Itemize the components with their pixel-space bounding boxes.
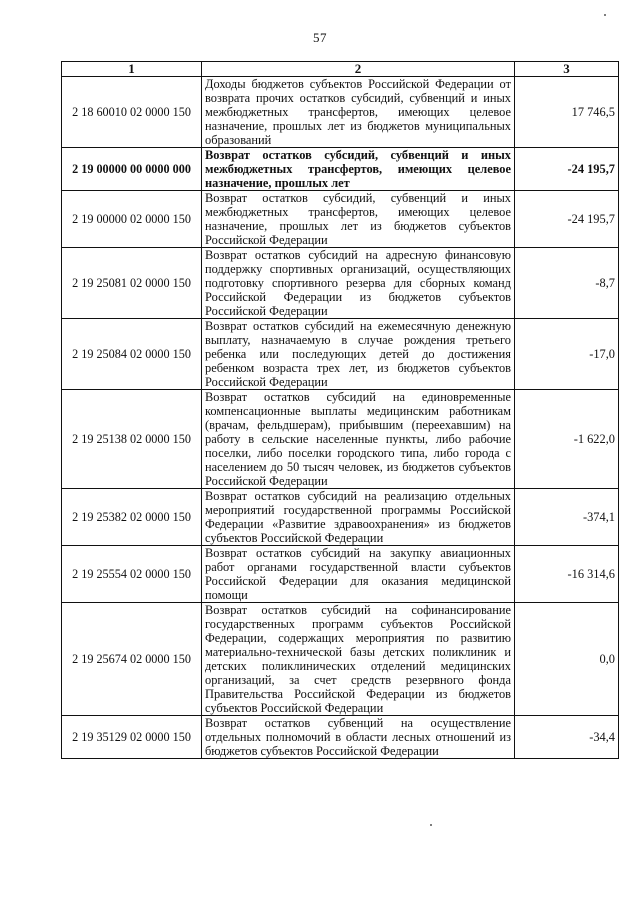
table-row bbox=[62, 77, 619, 148]
row-code: 2 18 60010 02 0000 150 bbox=[62, 77, 202, 148]
row-amount: -1 622,0 bbox=[515, 390, 619, 489]
row-code: 2 19 25138 02 0000 150 bbox=[62, 390, 202, 489]
row-code: 2 19 25674 02 0000 150 bbox=[62, 603, 202, 716]
page-number: 57 bbox=[313, 30, 327, 45]
table-row bbox=[62, 716, 619, 759]
row-description: Возврат остатков субвенций на осуществление отдельных полномочий в области лесных отношений из бюджетов субъектов Российской Федерации bbox=[202, 716, 515, 759]
row-amount: -24 195,7 bbox=[515, 148, 619, 191]
row-amount: -24 195,7 bbox=[515, 191, 619, 248]
row-code: 2 19 00000 00 0000 000 bbox=[62, 148, 202, 191]
row-description: Возврат остатков субсидий на софинансирование государственных программ субъектов Российской Федерации, содержащих мероприятия по развитию материально-технической базы детских поликлиник и детских поликлинических отделений медицинских организаций, за счет средств резервного фонда Правительства Российской Федерации из бюджетов субъектов Российской Федерации bbox=[202, 603, 515, 716]
table-row bbox=[62, 248, 619, 319]
row-amount: -17,0 bbox=[515, 319, 619, 390]
row-description: Возврат остатков субсидий на единовременные компенсационные выплаты медицинским работникам (врачам, фельдшерам), прибывшим (переехавшим) на работу в сельские населенные пункты, либо рабочие поселки, либо поселки городского типа, либо города с населением до 50 тысяч человек, из бюджетов субъектов Российской Федерации bbox=[202, 390, 515, 489]
column-header-amount: 3 bbox=[515, 62, 619, 77]
table-row bbox=[62, 148, 619, 191]
row-amount: -34,4 bbox=[515, 716, 619, 759]
row-description: Возврат остатков субсидий на реализацию отдельных мероприятий государственной программы Российской Федерации «Развитие здравоохранения» из бюджетов субъектов Российской Федерации bbox=[202, 489, 515, 546]
table-header-row bbox=[62, 62, 619, 77]
table-row bbox=[62, 390, 619, 489]
row-description: Возврат остатков субсидий на ежемесячную денежную выплату, назначаемую в случае рождения третьего ребенка или последующих детей до достижения ребенком возраста трех лет, из бюджетов субъектов Российской Федерации bbox=[202, 319, 515, 390]
row-code: 2 19 25081 02 0000 150 bbox=[62, 248, 202, 319]
table-row bbox=[62, 191, 619, 248]
row-code: 2 19 25382 02 0000 150 bbox=[62, 489, 202, 546]
row-description: Доходы бюджетов субъектов Российской Федерации от возврата прочих остатков субсидий, субвенций и иных межбюджетных трансфертов, имеющих целевое назначение, прошлых лет из бюджетов муниципальных образований bbox=[202, 77, 515, 148]
row-code: 2 19 00000 02 0000 150 bbox=[62, 191, 202, 248]
table-row bbox=[62, 489, 619, 546]
row-amount: -16 314,6 bbox=[515, 546, 619, 603]
column-header-code: 1 bbox=[62, 62, 202, 77]
table-row bbox=[62, 319, 619, 390]
budget-table bbox=[61, 61, 619, 759]
row-description: Возврат остатков субсидий, субвенций и иных межбюджетных трансфертов, имеющих целевое назначение, прошлых лет bbox=[202, 148, 515, 191]
row-code: 2 19 35129 02 0000 150 bbox=[62, 716, 202, 759]
table-row bbox=[62, 546, 619, 603]
row-amount: 0,0 bbox=[515, 603, 619, 716]
row-description: Возврат остатков субсидий, субвенций и иных межбюджетных трансфертов, имеющих целевое назначение, прошлых лет из бюджетов субъектов Российской Федерации bbox=[202, 191, 515, 248]
row-description: Возврат остатков субсидий на адресную финансовую поддержку спортивных организаций, осуществляющих подготовку спортивного резерва для сборных команд Российской Федерации из бюджетов субъектов Российской Федерации bbox=[202, 248, 515, 319]
column-header-description: 2 bbox=[202, 62, 515, 77]
scan-speck bbox=[430, 824, 432, 826]
row-amount: -374,1 bbox=[515, 489, 619, 546]
row-description: Возврат остатков субсидий на закупку авиационных работ органами государственной власти субъектов Российской Федерации для оказания медицинской помощи bbox=[202, 546, 515, 603]
row-code: 2 19 25084 02 0000 150 bbox=[62, 319, 202, 390]
row-code: 2 19 25554 02 0000 150 bbox=[62, 546, 202, 603]
row-amount: -8,7 bbox=[515, 248, 619, 319]
row-amount: 17 746,5 bbox=[515, 77, 619, 148]
scan-speck bbox=[604, 14, 606, 16]
table-row bbox=[62, 603, 619, 716]
